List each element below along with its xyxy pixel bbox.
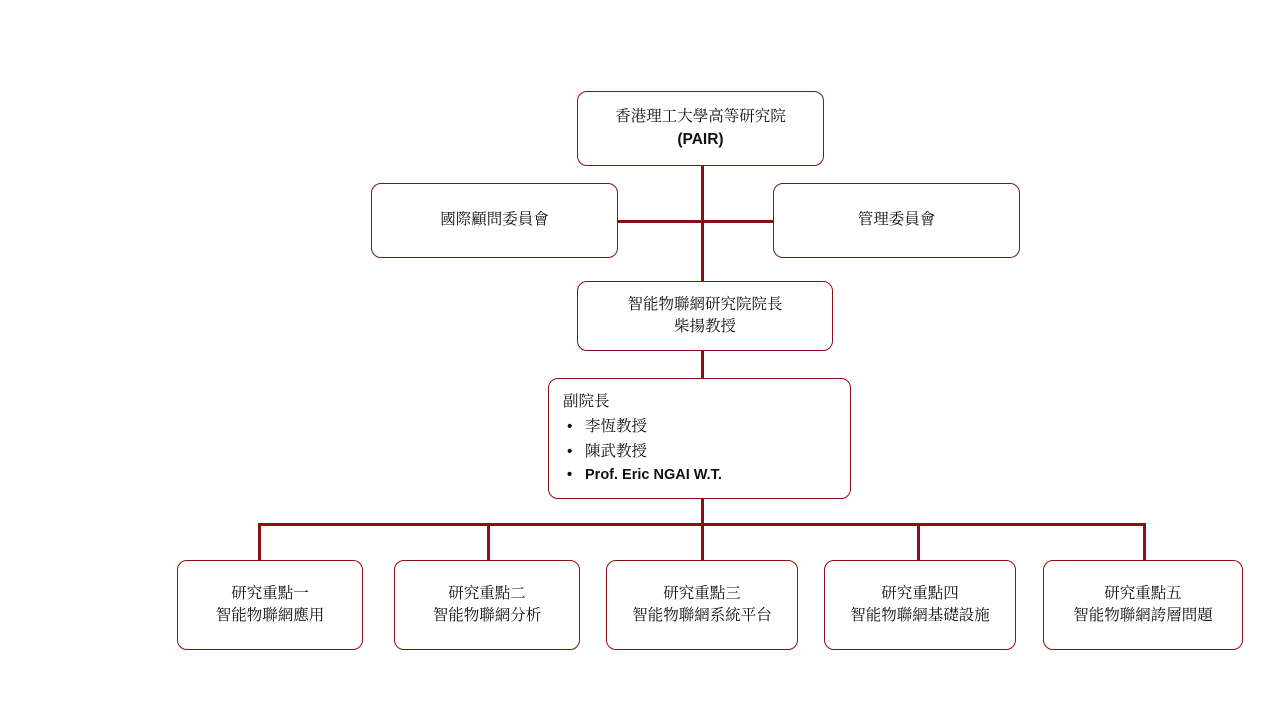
research-area-4-title: 研究重點四 <box>881 584 959 602</box>
connector-root-to-director <box>701 166 704 281</box>
research-area-5-subtitle: 智能物聯網誇層問題 <box>1073 607 1213 624</box>
pair-institute-line2: (PAIR) <box>677 130 724 148</box>
deputy-directors-list <box>563 415 722 486</box>
node-management-committee[interactable] <box>773 183 1020 258</box>
node-research-area-4[interactable] <box>824 560 1016 650</box>
connector-bus-to-area-3 <box>701 523 704 560</box>
connector-committees-horizontal <box>618 220 784 223</box>
deputy-directors-title: 副院長 <box>563 393 610 411</box>
connector-bus-to-area-2 <box>487 523 490 560</box>
list-item: • 李恆教授 <box>563 415 722 439</box>
node-research-area-2[interactable] <box>394 560 580 650</box>
node-deputy-directors[interactable] <box>548 378 851 499</box>
node-pair-institute[interactable] <box>577 91 824 166</box>
connector-bus-to-area-4 <box>917 523 920 560</box>
node-international-advisory-committee[interactable] <box>371 183 618 258</box>
node-research-area-1[interactable] <box>177 560 363 650</box>
international-advisory-committee-label: 國際顧問委員會 <box>440 211 549 229</box>
list-item: • Prof. Eric NGAI W.T. <box>563 464 722 486</box>
research-area-4-subtitle: 智能物聯網基礎設施 <box>850 607 990 624</box>
node-director[interactable] <box>577 281 833 351</box>
list-item: • 陳武教授 <box>563 440 722 464</box>
research-area-3-title: 研究重點三 <box>663 584 741 602</box>
research-area-2-title: 研究重點二 <box>448 584 526 602</box>
connector-deputy-to-bus <box>701 499 704 525</box>
node-research-area-3[interactable] <box>606 560 798 650</box>
research-area-1-title: 研究重點一 <box>231 584 309 602</box>
pair-institute-line1: 香港理工大學高等研究院 <box>615 108 786 126</box>
research-area-3-subtitle: 智能物聯網系統平台 <box>632 607 772 624</box>
connector-bus-to-area-1 <box>258 523 261 560</box>
research-area-5-title: 研究重點五 <box>1104 584 1182 602</box>
director-title: 智能物聯網研究院院長 <box>627 295 783 313</box>
research-area-1-subtitle: 智能物聯網應用 <box>215 607 325 624</box>
node-research-area-5[interactable] <box>1043 560 1243 650</box>
connector-director-to-deputy <box>701 351 704 378</box>
management-committee-label: 管理委員會 <box>857 211 936 229</box>
connector-bus-to-area-5 <box>1143 523 1146 560</box>
director-name: 柴揚教授 <box>673 318 736 335</box>
research-area-2-subtitle: 智能物聯網分析 <box>432 607 542 624</box>
